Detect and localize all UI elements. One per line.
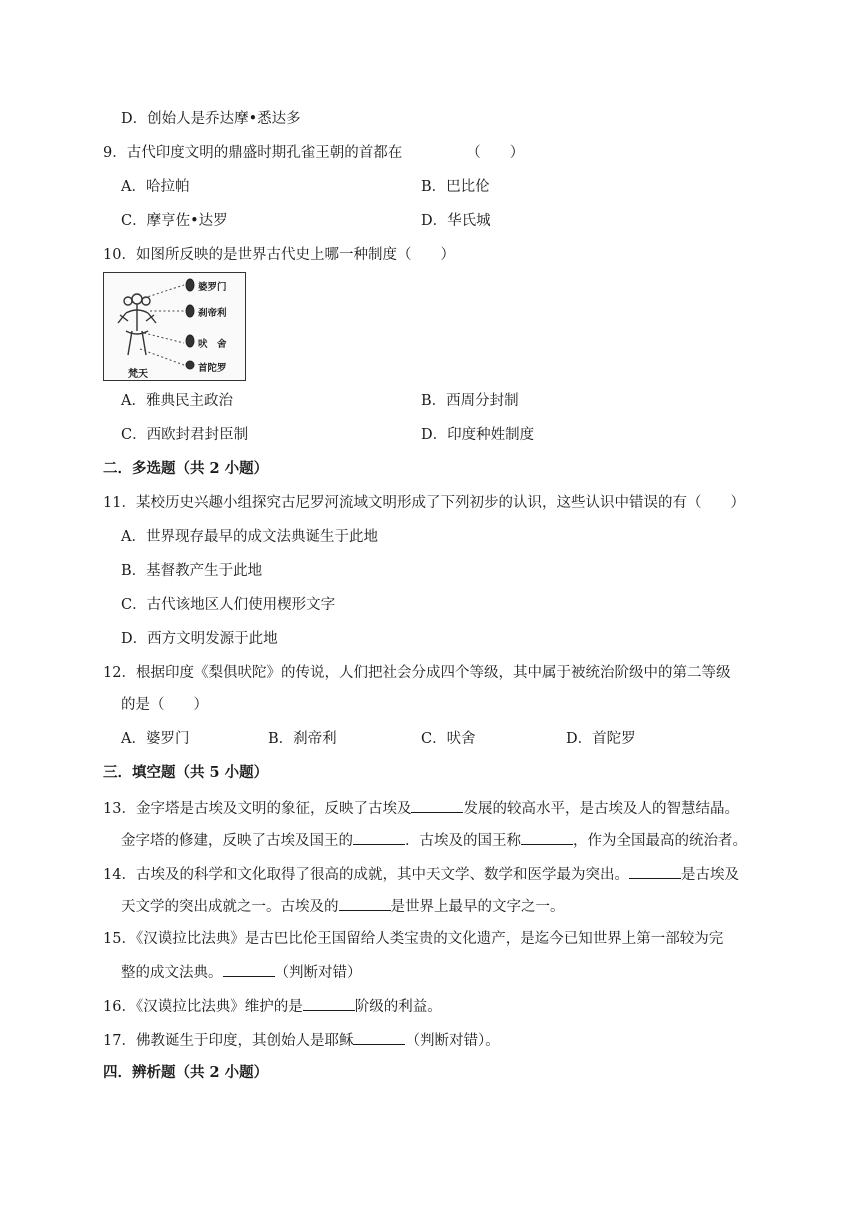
q12-option-a: A．婆罗门 xyxy=(121,731,190,747)
caste-label-brahmin: 婆罗门 xyxy=(198,282,227,293)
q11-option-a: A．世界现存最早的成文法典诞生于此地 xyxy=(121,529,378,545)
q15-text-2: （判断对错） xyxy=(274,965,362,981)
q13-text-4: ．古埃及的国王称 xyxy=(405,833,521,849)
q16-text-2: 阶级的利益。 xyxy=(354,999,442,1015)
q14-text-2: 是古埃及 xyxy=(680,867,739,883)
caste-label-kshatriya: 刹帝利 xyxy=(198,308,227,319)
q15-line1: 15．《汉谟拉比法典》是古巴比伦王国留给人类宝贵的文化遗产，是迄今已知世界上第一部较为完 xyxy=(103,931,724,947)
section-title-analysis: 四．辨析题（共 2 小题） xyxy=(103,1064,269,1081)
q13-line1 xyxy=(103,797,739,819)
q13-text-3: 金字塔的修建，反映了古埃及国王的 xyxy=(121,833,353,849)
q14-line1 xyxy=(103,863,739,885)
q14-blank-1[interactable] xyxy=(629,863,681,879)
q13-text-2: 发展的较高水平，是古埃及人的智慧结晶。 xyxy=(463,801,739,817)
caste-label-vaishya: 吠 舍 xyxy=(198,339,227,350)
q17-text-1: 17．佛教诞生于印度，其创始人是耶稣 xyxy=(103,1033,354,1049)
q11-option-c: C．古代该地区人们使用楔形文字 xyxy=(121,597,336,613)
q14-blank-2[interactable] xyxy=(339,895,391,911)
q9-option-b: B．巴比伦 xyxy=(421,179,490,195)
q15-text-1: 整的成文法典。 xyxy=(121,965,223,981)
q9-option-d: D．华氏城 xyxy=(421,213,491,229)
q11-option-b: B．基督教产生于此地 xyxy=(121,563,263,579)
q13-blank-1[interactable] xyxy=(411,797,463,813)
brahma-label: 梵天 xyxy=(128,369,148,380)
q16-blank-1[interactable] xyxy=(303,995,355,1011)
q12-option-c: C．吠舍 xyxy=(421,731,476,747)
q9-bracket: （ ） xyxy=(466,145,525,161)
q16-line xyxy=(103,995,442,1017)
q17-text-2: （判断对错）。 xyxy=(405,1033,500,1049)
q17-line xyxy=(103,1029,500,1051)
q10-stem: 10．如图所反映的是世界古代史上哪一种制度（ ） xyxy=(103,247,455,263)
caste-label-shudra: 首陀罗 xyxy=(198,363,227,374)
q15-blank-1[interactable] xyxy=(223,961,275,977)
q17-blank-1[interactable] xyxy=(353,1029,405,1045)
q13-text-1: 13．金字塔是古埃及文明的象征，反映了古埃及 xyxy=(103,801,412,817)
section-title-multiple-choice: 二．多选题（共 2 小题） xyxy=(103,460,269,477)
q8-option-d: D．创始人是乔达摩•悉达多 xyxy=(121,111,301,127)
q12-stem-line1: 12．根据印度《梨俱吠陀》的传说，人们把社会分成四个等级，其中属于被统治阶级中的第二等级 xyxy=(103,665,731,681)
q12-option-b: B．刹帝利 xyxy=(268,731,337,747)
q14-text-4: 是世界上最早的文字之一。 xyxy=(390,899,565,915)
q10-option-a: A．雅典民主政治 xyxy=(121,393,233,409)
q12-option-d: D．首陀罗 xyxy=(566,731,636,747)
q11-stem: 11．某校历史兴趣小组探究古尼罗河流域文明形成了下列初步的认识，这些认识中错误的有（ ） xyxy=(103,495,745,511)
q13-text-5: ，作为全国最高的统治者。 xyxy=(573,833,747,849)
q11-option-d: D．西方文明发源于此地 xyxy=(121,631,278,647)
q9-option-c: C．摩亨佐•达罗 xyxy=(121,213,228,229)
q10-option-d: D．印度种姓制度 xyxy=(421,427,535,443)
q12-stem-line2: 的是（ ） xyxy=(121,697,208,713)
q13-blank-2[interactable] xyxy=(353,829,405,845)
q15-line2 xyxy=(121,961,362,983)
q13-line2 xyxy=(121,829,747,851)
q16-text-1: 16．《汉谟拉比法典》维护的是 xyxy=(103,999,303,1015)
q9-stem-text: 9．古代印度文明的鼎盛时期孔雀王朝的首都在 xyxy=(103,145,403,161)
q14-text-3: 天文学的突出成就之一。古埃及的 xyxy=(121,899,339,915)
q9-stem xyxy=(103,143,524,163)
q13-blank-3[interactable] xyxy=(521,829,573,845)
q10-option-b: B．西周分封制 xyxy=(421,393,519,409)
q14-text-1: 14．古埃及的科学和文化取得了很高的成就，其中天文学、数学和医学最为突出。 xyxy=(103,867,629,883)
section-title-fill-in: 三．填空题（共 5 小题） xyxy=(103,764,269,781)
q9-option-a: A．哈拉帕 xyxy=(121,179,190,195)
q10-option-c: C．西欧封君封臣制 xyxy=(121,427,249,443)
q14-line2 xyxy=(121,895,565,917)
caste-system-figure xyxy=(103,272,246,381)
